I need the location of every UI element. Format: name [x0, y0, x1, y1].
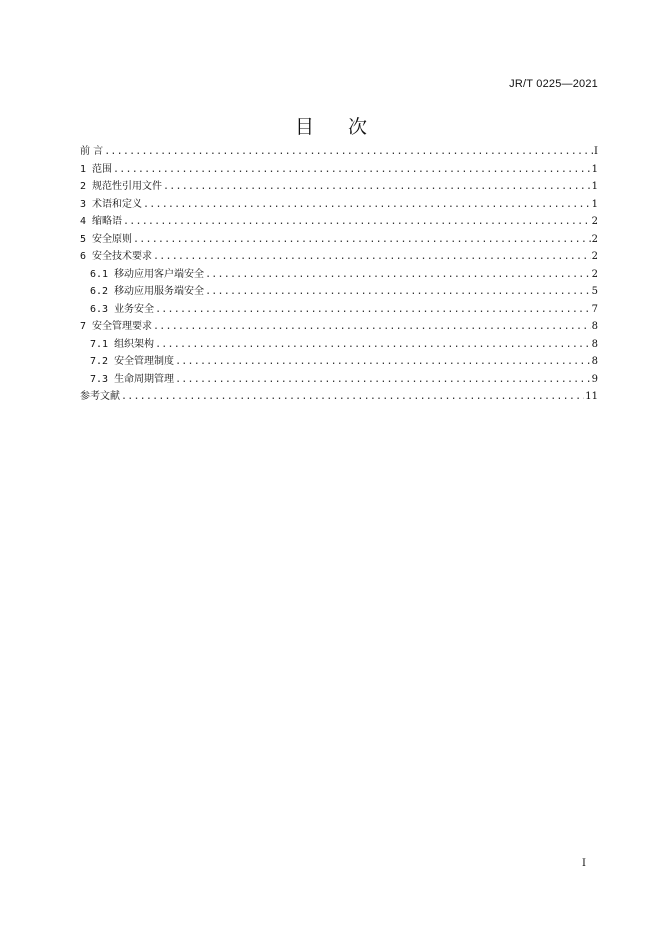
toc-entry-label: 缩略语	[92, 216, 123, 227]
toc-leader-dots	[155, 336, 591, 354]
toc-entry-page: 1	[591, 181, 598, 192]
toc-entry-number: 7.3	[90, 373, 109, 385]
toc-entry-page: 1	[591, 198, 598, 210]
toc-entry-page: 8	[591, 356, 598, 367]
toc-entry-terms-definitions[interactable]	[80, 196, 598, 214]
toc-entry-number: 6.1	[90, 268, 109, 280]
toc-entry-management-system[interactable]	[80, 353, 598, 371]
toc-entry-business-security[interactable]	[80, 301, 598, 319]
toc-entry-number: 6	[80, 251, 87, 262]
toc-entry-number: 5	[80, 233, 87, 245]
page-title: 目 次	[294, 116, 382, 138]
toc-entry-label: 术语和定义	[92, 198, 143, 210]
toc-entry-normative-references[interactable]	[80, 178, 598, 196]
toc-entry-page: 2	[591, 251, 598, 262]
toc-entry-label: 规范性引用文件	[92, 181, 163, 192]
toc-entry-client-security[interactable]	[80, 266, 598, 284]
toc-leader-dots	[155, 301, 591, 319]
toc-entry-bibliography[interactable]	[80, 388, 598, 406]
toc-entry-page: 8	[591, 321, 598, 332]
toc-entry-technical-requirements[interactable]	[80, 248, 598, 266]
toc-entry-page: 2	[591, 216, 598, 227]
toc-entry-security-principles[interactable]	[80, 231, 598, 249]
toc-entry-label: 范围	[92, 163, 113, 175]
toc-leader-dots	[133, 231, 591, 249]
toc-entry-page: 2	[591, 233, 598, 245]
toc-entry-management-requirements[interactable]	[80, 318, 598, 336]
toc-leader-dots	[104, 143, 593, 161]
toc-leader-dots	[113, 161, 591, 179]
toc-leader-dots	[123, 213, 591, 231]
toc-entry-abbreviations[interactable]	[80, 213, 598, 231]
toc-entry-page: 1	[591, 163, 598, 175]
toc-leader-dots	[153, 318, 591, 336]
toc-entry-label: 业务安全	[114, 303, 155, 315]
toc-entry-number: 2	[80, 181, 87, 192]
document-code: JR/T 0225—2021	[509, 78, 598, 90]
toc-entry-server-security[interactable]	[80, 283, 598, 301]
toc-entry-page: I	[594, 146, 598, 157]
page-number: I	[582, 858, 586, 869]
toc-entry-number: 4	[80, 216, 87, 227]
toc-entry-number: 1	[80, 163, 87, 175]
toc-leader-dots	[175, 353, 591, 371]
toc-entry-number: 6.3	[90, 303, 109, 315]
toc-entry-label: 安全管理制度	[114, 356, 175, 367]
toc-entry-organization[interactable]	[80, 336, 598, 354]
toc-entry-label: 参考文献	[80, 391, 120, 402]
table-of-contents	[80, 143, 598, 406]
toc-entry-page: 9	[591, 373, 598, 385]
toc-entry-number: 7.2	[90, 356, 109, 367]
toc-entry-number: 3	[80, 198, 87, 210]
toc-entry-page: 2	[591, 268, 598, 280]
toc-entry-scope[interactable]	[80, 161, 598, 179]
toc-entry-label: 组织架构	[114, 338, 155, 350]
toc-entry-lifecycle-management[interactable]	[80, 371, 598, 389]
toc-entry-label: 安全技术要求	[92, 251, 153, 262]
toc-leader-dots	[143, 196, 591, 214]
toc-leader-dots	[153, 248, 591, 266]
toc-entry-page: 7	[591, 303, 598, 315]
toc-entry-label: 生命周期管理	[114, 373, 175, 385]
toc-entry-page: 5	[591, 286, 598, 297]
toc-entry-number: 6.2	[90, 286, 109, 297]
toc-leader-dots	[175, 371, 591, 389]
toc-entry-label: 安全原则	[92, 233, 133, 245]
toc-entry-page: 11	[585, 391, 598, 402]
toc-leader-dots	[121, 388, 584, 406]
toc-entry-label: 移动应用客户端安全	[114, 268, 205, 280]
toc-entry-number: 7	[80, 321, 87, 332]
toc-entry-label: 移动应用服务端安全	[114, 286, 205, 297]
toc-entry-label: 前 言	[80, 146, 104, 157]
toc-leader-dots	[163, 178, 591, 196]
toc-leader-dots	[205, 283, 591, 301]
toc-entry-number: 7.1	[90, 338, 109, 350]
toc-entry-foreword[interactable]	[80, 143, 598, 161]
toc-entry-label: 安全管理要求	[92, 321, 153, 332]
toc-leader-dots	[205, 266, 591, 284]
toc-entry-page: 8	[591, 338, 598, 350]
